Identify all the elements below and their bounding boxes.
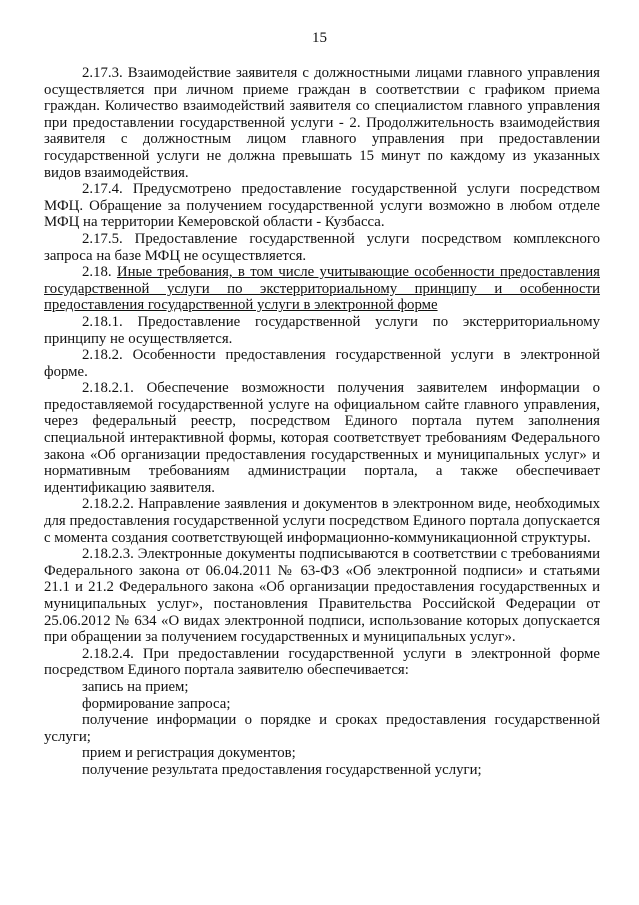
- paragraph-2-18-2-2: 2.18.2.2. Направление заявления и документов в электронном виде, необходимых для предоставления государственной услуги посредством Единого портала допускается с момента создания соответствующей информационно-коммуникационной структуры.: [44, 496, 600, 546]
- document-body: [44, 65, 600, 779]
- list-item: формирование запроса;: [82, 695, 231, 712]
- list-item: запись на прием;: [82, 678, 189, 695]
- paragraph-2-17-3: 2.17.3. Взаимодействие заявителя с должностными лицами главного управления осуществляется при личном приеме граждан в соответствии с графиком приема граждан. Количество взаимодействий заявителя со специалистом главного управления при предоставлении государственной услуги - 2. Продолжительность взаимодействия заявителя с должностным лицом главного управления при предоставлении государственной услуги не должна превышать 15 минут по каждому из указанных видов взаимодействия.: [44, 65, 600, 181]
- paragraph-2-18-2-1: 2.18.2.1. Обеспечение возможности получения заявителем информации о предоставляемой государственной услуге на официальном сайте главного управления, через федеральный реестр, посредством Единого портала путем заполнения специальной интерактивной формы, которая соответствует требованиям Федерального закона «Об организации предоставления государственных и муниципальных услуг» и нормативным требованиям администрации портала, а также обеспечивает идентификацию заявителя.: [44, 380, 600, 496]
- section-heading-text: Иные требования, в том числе учитывающие особенности предоставления государственной услуги по экстерриториальному принципу и особенности предоставления государственной услуги в электронной форме: [44, 264, 600, 314]
- paragraph-2-18-1: 2.18.1. Предоставление государственной услуги по экстерриториальному принципу не осуществляется.: [44, 313, 600, 347]
- section-number: 2.18.: [82, 264, 112, 281]
- paragraph-2-18-2: 2.18.2. Особенности предоставления государственной услуги в электронной форме.: [44, 347, 600, 380]
- paragraph-2-17-4: 2.17.4. Предусмотрено предоставление государственной услуги посредством МФЦ. Обращение за получением государственной услуги возможно в любом отделе МФЦ на территории Кемеровской области - Кузбасса.: [44, 181, 600, 231]
- list-item: прием и регистрация документов;: [82, 745, 296, 762]
- page-number: 15: [312, 30, 327, 46]
- list-item: получение информации о порядке и сроках предоставления государственной услуги;: [44, 712, 600, 745]
- paragraph-2-18-2-4: 2.18.2.4. При предоставлении государственной услуги в электронной форме посредством Единого портала заявителю обеспечивается:: [44, 645, 600, 679]
- paragraph-2-18-2-3: 2.18.2.3. Электронные документы подписываются в соответствии с требованиями Федерального закона от 06.04.2011 № 63-ФЗ «Об электронной подписи» и статьями 21.1 и 21.2 Федерального закона «Об организации предоставления государственных и муниципальных услуг», постановления Правительства Российской Федерации от 25.06.2012 № 634 «О видах электронной подписи, использование которых допускается при обращении за получением государственных и муниципальных услуг».: [44, 546, 600, 646]
- paragraph-2-17-5: 2.17.5. Предоставление государственной услуги посредством комплексного запроса на базе МФЦ не осуществляется.: [44, 230, 600, 264]
- list-item: получение результата предоставления государственной услуги;: [82, 761, 482, 778]
- section-heading-2-18: [44, 264, 600, 314]
